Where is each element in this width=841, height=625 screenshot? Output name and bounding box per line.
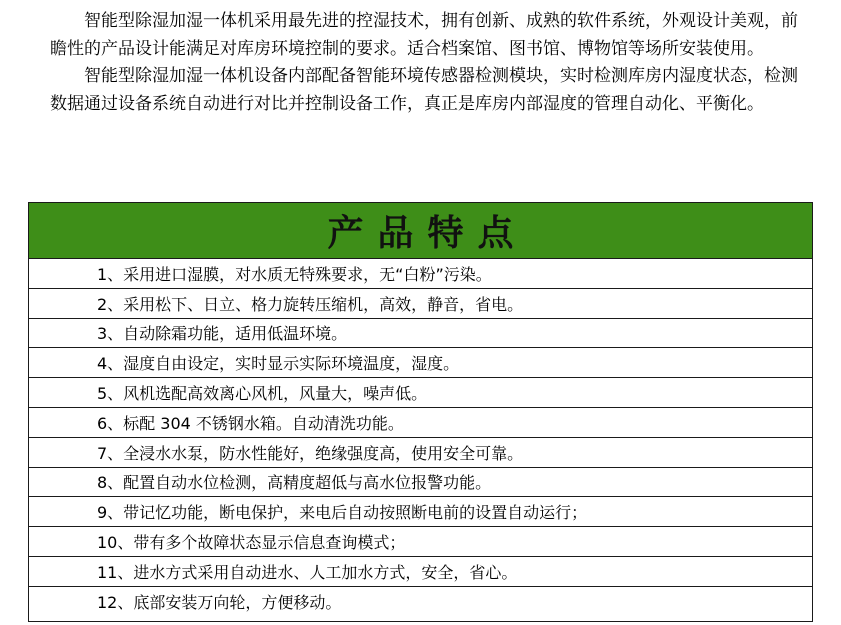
feature-row: 4、湿度自由设定，实时显示实际环境温度，湿度。 [29,348,812,378]
intro-paragraph: 智能型除湿加湿一体机设备内部配备智能环境传感器检测模块，实时检测库房内湿度状态，检测数据通过设备系统自动进行对比并控制设备工作，真正是库房内部湿度的管理自动化、平衡化。 [50,66,798,114]
features-title: 产品特点 [327,212,528,254]
features-list [29,259,812,617]
feature-row: 5、风机选配高效离心风机，风量大，噪声低。 [29,378,812,408]
feature-row: 7、全浸水水泵，防水性能好，绝缘强度高，使用安全可靠。 [29,438,812,468]
feature-row: 10、带有多个故障状态显示信息查询模式； [29,527,812,557]
feature-row: 8、配置自动水位检测，高精度超低与高水位报警功能。 [29,468,812,498]
feature-row: 11、进水方式采用自动进水、人工加水方式，安全，省心。 [29,557,812,587]
intro-text [50,8,800,118]
feature-row: 2、采用松下、日立、格力旋转压缩机，高效，静音，省电。 [29,289,812,319]
features-banner [29,203,812,259]
feature-row: 9、带记忆功能，断电保护，来电后自动按照断电前的设置自动运行； [29,497,812,527]
feature-row: 12、底部安装万向轮，方便移动。 [97,593,342,613]
features-table [28,202,813,622]
feature-row: 6、标配 304 不锈钢水箱。自动清洗功能。 [29,408,812,438]
feature-row: 1、采用进口湿膜，对水质无特殊要求，无“白粉”污染。 [29,259,812,289]
feature-row: 3、自动除霜功能，适用低温环境。 [29,319,812,349]
intro-paragraph: 智能型除湿加湿一体机采用最先进的控湿技术，拥有创新、成熟的软件系统，外观设计美观，前瞻性的产品设计能满足对库房环境控制的要求。适合档案馆、图书馆、博物馆等场所安装使用。 [50,11,798,59]
